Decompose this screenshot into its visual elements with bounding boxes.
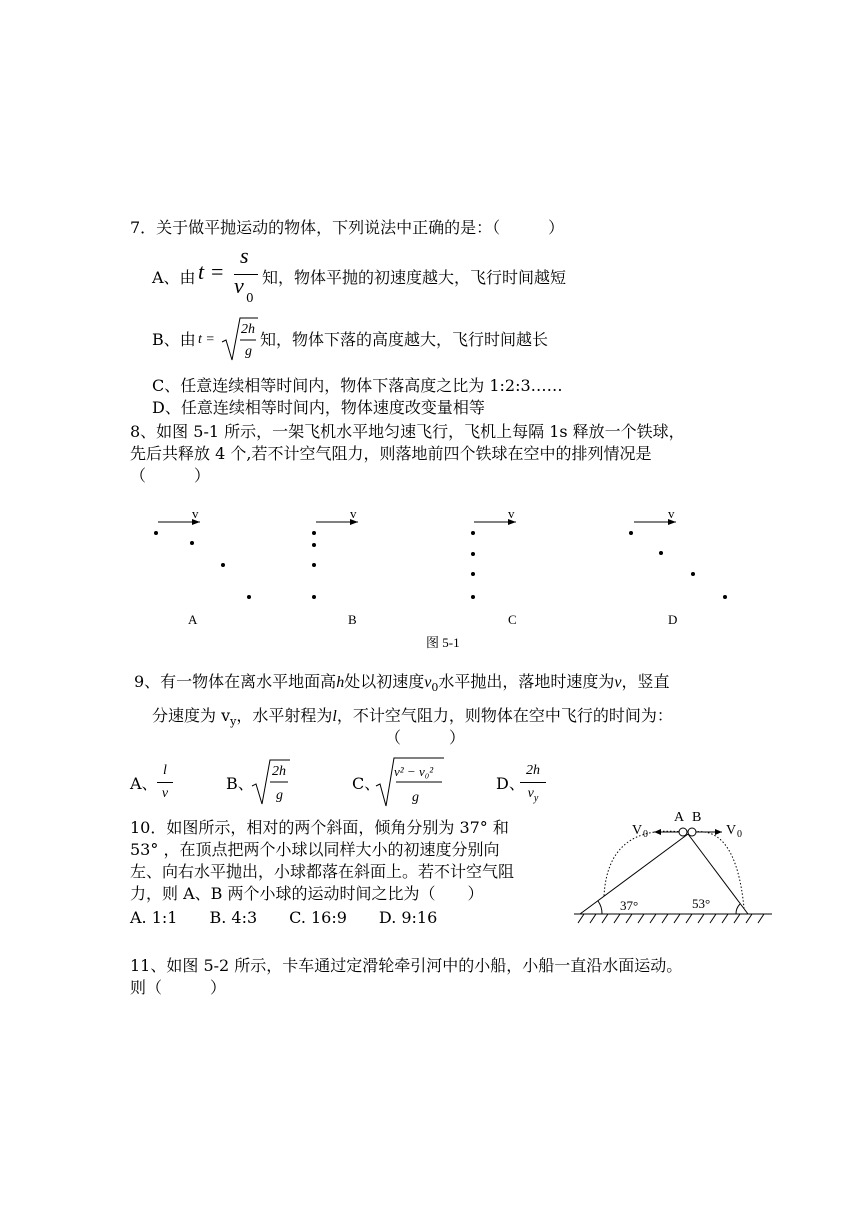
q7-a-den-sub: 0 xyxy=(246,291,254,305)
q9-option-b-label: B、 xyxy=(226,774,254,793)
q10-options: A. 1:1 B. 4:3 C. 16:9 D. 9:16 xyxy=(130,908,438,927)
q8-d-ball-1 xyxy=(629,531,633,535)
q8-d-ball-3 xyxy=(691,572,695,576)
q8-b-ball-3 xyxy=(312,563,316,567)
q7-option-a xyxy=(152,268,196,288)
q8-b-label: B xyxy=(348,612,357,627)
q10-ball-b xyxy=(688,828,696,836)
q9-vy-sub: y xyxy=(230,715,237,729)
q7-option-d: D、任意连续相等时间内，物体速度改变量相等 xyxy=(152,398,485,417)
q8-d-label: D xyxy=(668,612,678,627)
q8-c-label: C xyxy=(508,612,517,627)
q10-line1: 10．如图所示，相对的两个斜面，倾角分别为 37° 和 xyxy=(130,818,509,837)
q9-line1-a: 9、有一物体在离水平地面高 xyxy=(134,672,337,691)
q9-option-a-fraction xyxy=(155,762,175,806)
q10-line4: 力，则 A、B 两个小球的运动时间之比为（ ） xyxy=(130,884,484,903)
q8-c-v-label: v xyxy=(508,506,515,521)
q10-v0-right-sub: 0 xyxy=(737,829,742,840)
q10-label-b: B xyxy=(692,810,702,825)
q9-line2-c: ，不计空气阻力，则物体在空中飞行的时间为： xyxy=(336,706,673,725)
q8-line2: 先后共释放 4 个,若不计空气阻力，则落地前四个铁球在空中的排列情况是 xyxy=(130,444,652,463)
q8-figure-5-1 xyxy=(140,500,760,660)
q9-v0-sub: 0 xyxy=(431,681,439,695)
q9-option-c-label: C、 xyxy=(352,774,381,793)
q8-option-a-diagram xyxy=(154,506,251,627)
q7-b-prefix: B、由 xyxy=(152,330,196,349)
q8-b-ball-4 xyxy=(312,595,316,599)
q8-line1: 8、如图 5-1 所示，一架飞机水平地匀速飞行，飞机上每隔 1s 释放一个铁球， xyxy=(130,422,685,441)
q7-option-c: C、任意连续相等时间内，物体下落高度之比为 1:2:3…… xyxy=(152,376,563,395)
q9-v0: v xyxy=(424,674,432,691)
q7-b-suffix: 知，物体下落的高度越大，飞行时间越长 xyxy=(260,330,549,349)
q9-d-den: v xyxy=(527,786,534,801)
q9-d-num: 2h xyxy=(526,763,540,778)
q8-c-ball-4 xyxy=(471,595,475,599)
q8-c-ball-1 xyxy=(471,531,475,535)
q9-b-den: g xyxy=(276,788,283,803)
q8-d-ball-2 xyxy=(659,551,663,555)
q10-label-a: A xyxy=(674,810,685,825)
q9-h: h xyxy=(336,674,345,691)
q10-inclined-planes-figure xyxy=(568,804,778,930)
q9-v: v xyxy=(614,674,622,691)
q8-b-ball-1 xyxy=(312,531,316,535)
q10-line2: 53° ，在顶点把两个小球以同样大小的初速度分别向 xyxy=(130,840,500,859)
q8-figure-caption: 图 5-1 xyxy=(426,635,460,650)
q10-v0-left: V xyxy=(632,823,643,838)
q7-b-den: g xyxy=(245,344,252,359)
q9-line1 xyxy=(134,672,669,698)
q9-d-den-sub: y xyxy=(533,792,539,804)
q10-v0-left-sub: 0 xyxy=(643,829,648,840)
q9-option-d-fraction xyxy=(520,762,546,806)
q11-line2: 则（ ） xyxy=(130,978,227,997)
q9-a-den: v xyxy=(161,786,169,801)
q10-ball-a xyxy=(679,828,687,836)
q8-a-v-label: v xyxy=(192,506,199,521)
q8-b-ball-2 xyxy=(312,543,316,547)
q9-c-num: v² − v₀² xyxy=(394,764,434,779)
q9-a-num: l xyxy=(163,763,167,778)
q8-a-ball-2 xyxy=(190,541,194,545)
q9-option-d-label: D、 xyxy=(496,774,525,793)
q9-blank: （ ） xyxy=(385,728,466,747)
q10-angle-53: 53° xyxy=(692,896,711,911)
q8-c-ball-3 xyxy=(471,572,475,576)
q10-left-trajectory xyxy=(604,831,682,896)
q11-line1: 11、如图 5-2 所示，卡车通过定滑轮牵引河中的小船，小船一直沿水面运动。 xyxy=(130,956,683,975)
q9-line2-a: 分速度为 v xyxy=(152,706,231,725)
q8-a-label: A xyxy=(188,612,198,627)
q9-line1-c: 水平抛出，落地时速度为 xyxy=(438,672,615,691)
q10-line3: 左、向右水平抛出，小球都落在斜面上。若不计空气阻 xyxy=(130,862,515,881)
q7-a-num: s xyxy=(240,243,249,268)
q8-d-v-label: v xyxy=(668,506,675,521)
q9-l: l xyxy=(332,708,337,725)
q7-b-num: 2h xyxy=(241,322,255,337)
q8-option-b-diagram xyxy=(312,506,358,627)
q10-ground-hatch xyxy=(578,914,764,923)
q9-c-den: g xyxy=(412,790,419,805)
q8-option-d-diagram xyxy=(629,506,727,627)
q8-line3: （ ） xyxy=(130,466,211,485)
q8-d-ball-4 xyxy=(723,595,727,599)
q7-a-den: v xyxy=(234,273,244,298)
q7-b-lhs: t = xyxy=(198,332,215,347)
q9-b-num: 2h xyxy=(272,764,286,779)
q8-c-ball-2 xyxy=(471,552,475,556)
q7-a-suffix: 知，物体平抛的初速度越大，飞行时间越短 xyxy=(262,268,567,287)
q10-angle-arc-left xyxy=(598,901,602,914)
q9-line1-b: 处以初速度 xyxy=(344,672,425,691)
q8-option-c-diagram xyxy=(471,506,517,627)
q9-line2-b: ，水平射程为 xyxy=(236,706,333,725)
q7-a-lhs: t = xyxy=(198,259,225,284)
q8-a-ball-3 xyxy=(221,563,225,567)
q9-option-a-label: A、 xyxy=(130,774,158,793)
q7-a-prefix: A、由 xyxy=(152,268,196,287)
q10-angle-arc-right xyxy=(736,904,740,914)
q8-a-ball-4 xyxy=(247,595,251,599)
q7-stem: 7．关于做平抛运动的物体，下列说法中正确的是：（ ） xyxy=(130,218,565,237)
q8-b-v-label: v xyxy=(350,506,357,521)
q10-v0-right: V xyxy=(726,823,737,838)
q8-a-ball-1 xyxy=(154,531,158,535)
q10-angle-37: 37° xyxy=(620,898,639,913)
q9-line1-d: ，竖直 xyxy=(621,672,670,691)
